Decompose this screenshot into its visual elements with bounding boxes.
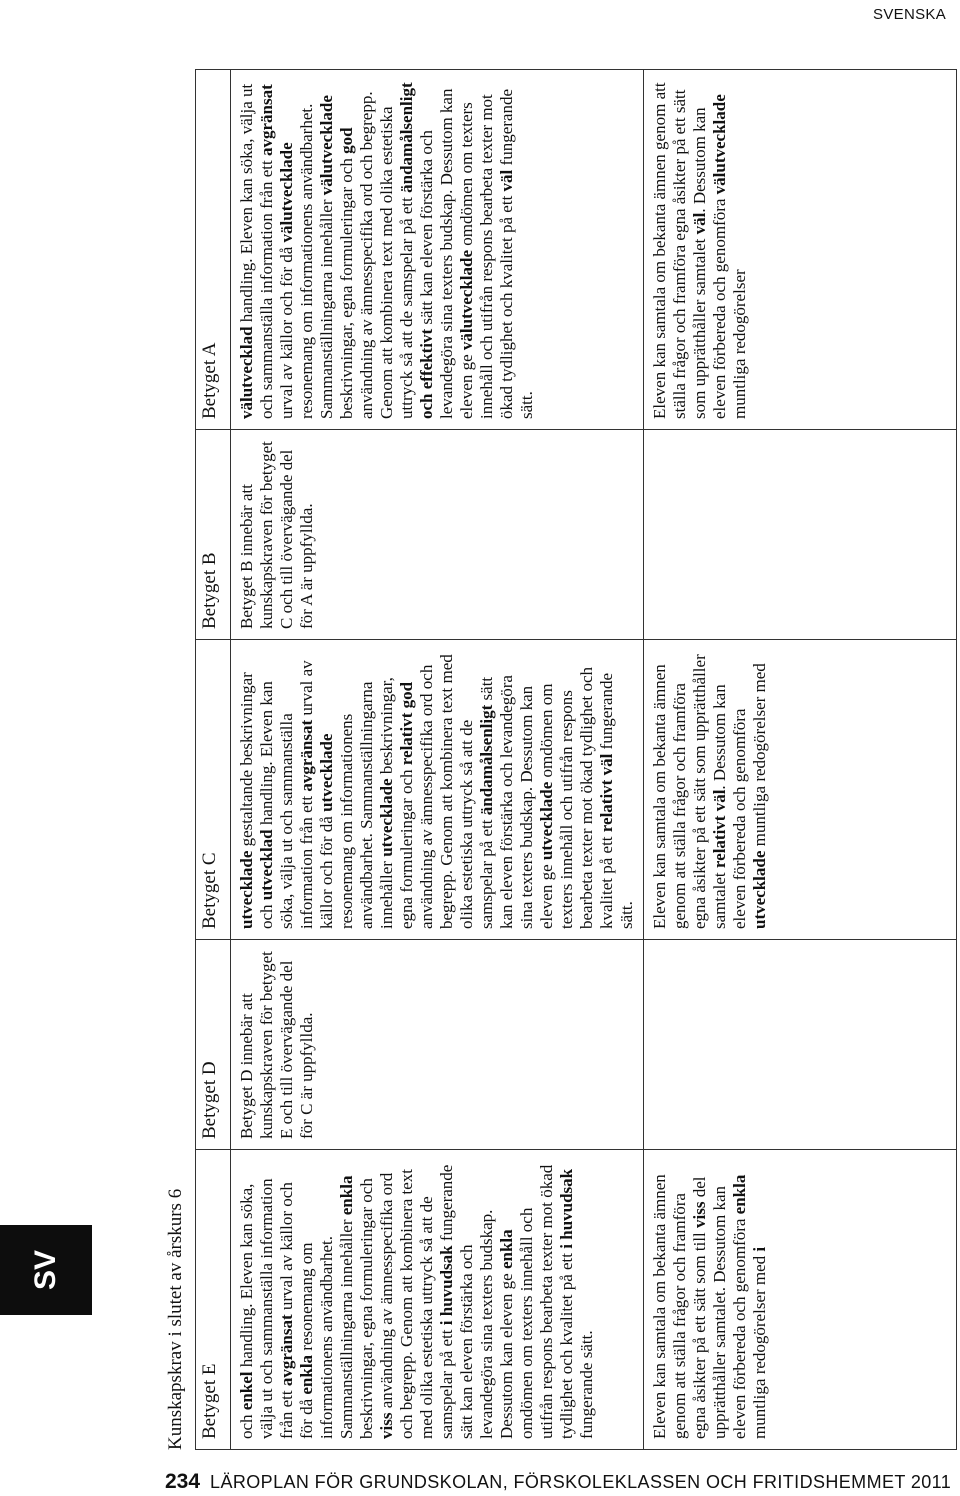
table-row	[644, 70, 957, 1450]
cell-d: Betyget D innebär att kunskapskraven för betyget E och till övervägande del för C är uppfyllda.	[231, 940, 644, 1150]
cell-c: Eleven kan samtala om bekanta ämnen genom att ställa frågor och framföra egna åsikter på ett sätt som upprätthåller samtalet relativt väl. Dessutom kan eleven förbereda och genomföra utvecklade muntliga redogörelser med	[644, 640, 957, 940]
page-footer	[165, 1470, 951, 1494]
grading-table	[195, 69, 957, 1450]
cell-a: välutvecklad handling. Eleven kan söka, välja ut och sammanställa information från ett avgränsat urval av källor och för då välutvecklade resonemang om informationens användbarhet. Sammanställningarna innehåller välutvecklade beskrivningar, egna formuleringar och god användning av ämnesspecifika ord och begrepp. Genom att kombinera text med olika estetiska uttryck så att de samspelar på ett ändamålsenligt och effektivt sätt kan eleven förstärka och levandegöra sina texters budskap. Dessutom kan eleven ge välutvecklade omdömen om texters innehåll och utifrån respons bearbeta texter mot ökad tydlighet och kvalitet på ett väl fungerande sätt.	[231, 70, 644, 430]
cell-e: och enkel handling. Eleven kan söka, välja ut och sammanställa information från ett avgränsat urval av källor och för då enkla resonemang om informationens användbarhet. Sammanställningarna innehåller enkla beskrivningar, egna formuleringar och viss användning av ämnesspecifika ord och begrepp. Genom att kombinera text med olika estetiska uttryck så att de samspelar på ett i huvudsak fungerande sätt kan eleven förstärka och levandegöra sina texters budskap. Dessutom kan eleven ge enkla omdömen om texters innehåll och utifrån respons bearbeta texter mot ökad tydlighet och kvalitet på ett i huvudsak fungerande sätt.	[231, 1150, 644, 1450]
header-grade-e: Betyget E	[196, 1150, 231, 1450]
page-number: 234	[165, 1470, 201, 1493]
header-row	[196, 70, 231, 1450]
header-grade-c: Betyget C	[196, 640, 231, 940]
header-grade-d: Betyget D	[196, 940, 231, 1150]
cell-a: Eleven kan samtala om bekanta ämnen genom att ställa frågor och framföra egna åsikter på ett sätt som upprätthåller samtalet väl. Dessutom kan eleven förbereda och genomföra välutvecklade muntliga redogörelser	[644, 70, 957, 430]
cell-d	[644, 940, 957, 1150]
footer-title: LÄROPLAN FÖR GRUNDSKOLAN, FÖRSKOLEKLASSEN OCH FRITIDSHEMMET 2011	[210, 1472, 952, 1492]
header-grade-a: Betyget A	[196, 70, 231, 430]
section-tab	[0, 1225, 92, 1315]
cell-c: utvecklade gestaltande beskrivningar och utvecklad handling. Eleven kan söka, välja ut och sammanställa information från ett avgränsat urval av källor och för då utvecklade resonemang om informationens användbarhet. Sammanställningarna innehåller utvecklade beskrivningar, egna formuleringar och relativt god användning av ämnesspecifika ord och begrepp. Genom att kombinera text med olika estetiska uttryck så att de samspelar på ett ändamålsenligt sätt kan eleven förstärka och levandegöra sina texters budskap. Dessutom kan eleven ge utvecklade omdömen om texters innehåll och utifrån respons bearbeta texter mot ökad tydlighet och kvalitet på ett relativt väl fungerande sätt.	[231, 640, 644, 940]
table-row	[231, 70, 644, 1450]
section-tab-label: SV	[29, 1249, 62, 1291]
header-grade-b: Betyget B	[196, 430, 231, 640]
cell-b: Betyget B innebär att kunskapskraven för betyget C och till övervägande del för A är uppfyllda.	[231, 430, 644, 640]
cell-e: Eleven kan samtala om bekanta ämnen genom att ställa frågor och framföra egna åsikter på ett sätt som till viss del upprätthåller samtalet. Dessutom kan eleven förbereda och genomföra enkla muntliga redogörelser med i	[644, 1150, 957, 1450]
table-caption: Kunskapskrav i slutet av årskurs 6	[165, 1188, 186, 1450]
language-label: SVENSKA	[873, 6, 946, 23]
rotated-page	[165, 70, 950, 1450]
cell-b	[644, 430, 957, 640]
